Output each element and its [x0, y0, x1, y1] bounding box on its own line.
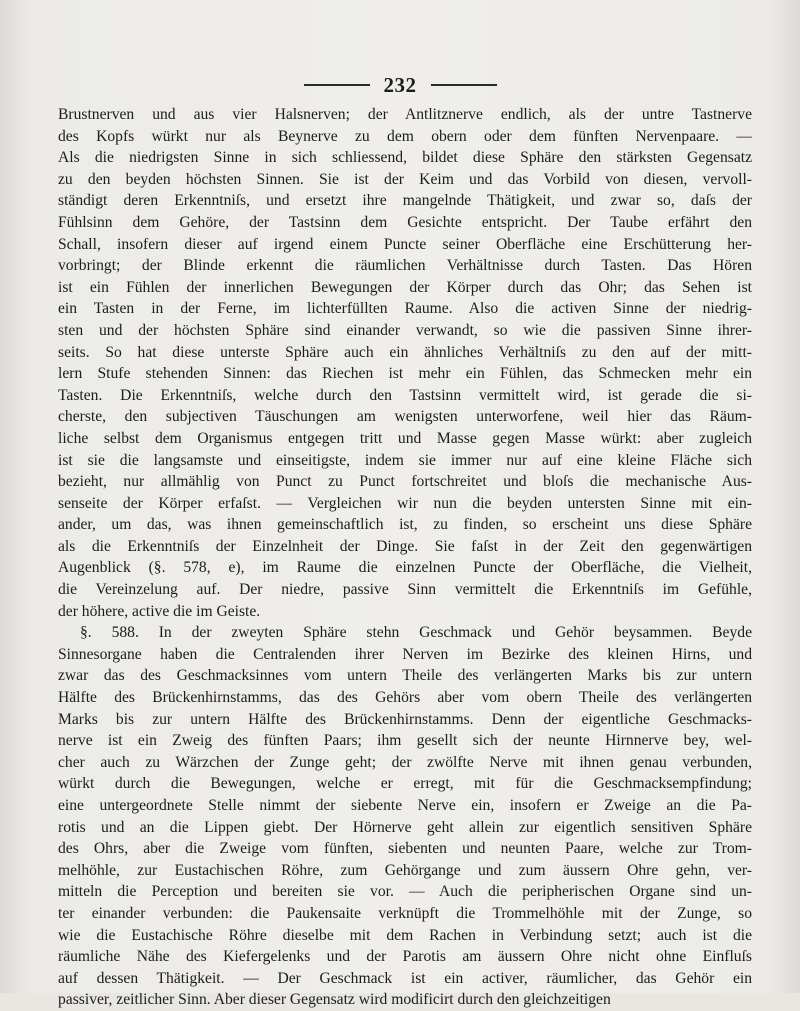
page-number: 232: [383, 72, 417, 97]
text-line: Als die niedrigsten Sinne in sich schliessend, bildet diese Sphäre den stärksten Gegensatz: [58, 149, 752, 167]
text-line: Hälfte des Brückenhirnstamms, das des Gehörs aber vom obern Theile des verlängerten: [58, 689, 752, 707]
text-line: cher auch zu Wärzchen der Zunge geht; der zwölfte Nerve mit ihnen genau verbunden,: [58, 753, 752, 771]
text-line: würkt durch die Bewegungen, welche er erregt, mit für die Geschmacksempfindung;: [58, 775, 752, 793]
body-text: [58, 104, 752, 1011]
text-line: Schall, insofern dieser auf irgend einem Puncte seiner Oberfläche eine Erschütterung her-: [58, 235, 752, 253]
text-line: mitteln die Perception und bereiten sie vor. — Auch die peripherischen Organe sind un-: [58, 883, 752, 901]
text-line: lern Stufe stehenden Sinnen: das Riechen ist mehr ein Fühlen, das Schmecken mehr ein: [58, 365, 752, 383]
text-line: räumliche Nähe des Kiefergelenks und der Parotis am äussern Ohre nicht ohne Einfluſs: [58, 948, 752, 966]
text-line: ter einander verbunden: die Paukensaite verknüpft die Trommelhöhle mit der Zunge, so: [58, 904, 752, 922]
text-line: nerve ist ein Zweig des fünften Paars; ihm gesellt sich der neunte Hirnnerve bey, wel-: [58, 732, 752, 750]
text-line: Fühlsinn dem Gehöre, der Tastsinn dem Gesichte entspricht. Der Taube erfährt den: [58, 213, 752, 231]
text-line: liche selbst dem Organismus entgegen tritt und Masse gegen Masse würkt: aber zugleich: [58, 429, 752, 447]
text-line: Brustnerven und aus vier Halsnerven; der Antlitznerve endlich, als der untre Tastnerve: [58, 106, 752, 123]
text-line: ein Tasten in der Ferne, im lichterfüllten Raume. Also die activen Sinne der niedrig-: [58, 300, 752, 318]
text-line: Augenblick (§. 578, e), im Raume die einzelnen Puncte der Oberfläche, die Vielheit,: [58, 559, 752, 577]
text-line: ist sie die langsamste und einseitigste, indem sie immer nur auf eine kleine Fläche sich: [58, 451, 752, 469]
text-line: Tasten. Die Erkenntniſs, welche durch den Tastsinn vermittelt wird, ist gerade die si-: [58, 386, 752, 404]
text-line: melhöhle, zur Eustachischen Röhre, zum Gehörgange und zum äussern Ohre gehn, ver-: [58, 861, 752, 879]
text-line: ander, um das, was ihnen gemeinschaftlich ist, zu finden, so erscheint uns diese Sphäre: [58, 516, 752, 534]
text-line: des Kopfs würkt nur als Beynerve zu dem obern oder dem fünften Nervenpaare. —: [58, 127, 752, 145]
text-line: Sinnesorgane haben die Centralenden ihrer Nerven im Bezirke des kleinen Hirns, und: [58, 645, 752, 663]
text-line: senseite der Körper erfaſst. — Vergleichen wir nun die beyden untersten Sinne mit ein-: [58, 494, 752, 512]
text-line: ständigt deren Erkenntniſs, und ersetzt ihre mangelnde Thätigkeit, und zwar so, daſs der: [58, 192, 752, 210]
text-line: der höhere, active die im Geiste.: [58, 602, 261, 620]
header-rule-left: [304, 84, 370, 86]
text-line: seits. So hat diese unterste Sphäre auch ein ähnliches Verhältniſs zu den auf der mitt-: [58, 343, 752, 361]
text-line: §. 588. In der zweyten Sphäre stehn Geschmack und Gehör beysammen. Beyde: [80, 624, 752, 642]
text-line: passiver, zeitlicher Sinn. Aber dieser Gegensatz wird modificirt durch den gleichzeitigen: [58, 991, 611, 1009]
text-line: eine untergeordnete Stelle nimmt der siebente Nerve ein, insofern er Zweige an die Pa-: [58, 797, 752, 814]
text-line: rotis und an die Lippen giebt. Der Hörnerve geht allein zur eigentlich sensitiven Sphäre: [58, 818, 752, 836]
text-line: zwar das des Geschmacksinnes vom untern Theile des verlängerten Marks bis zur untern: [58, 667, 752, 685]
text-line: sten und der höchsten Sphäre sind einander verwandt, so wie die passiven Sinne ihrer-: [58, 321, 752, 339]
text-line: vorbringt; der Blinde erkennt die räumlichen Verhältnisse durch Tasten. Das Hören: [58, 257, 752, 275]
text-line: auf dessen Thätigkeit. — Der Geschmack ist ein activer, räumlicher, das Gehör ein: [58, 969, 752, 987]
text-line: Marks bis zur untern Hälfte des Brückenhirnstamms. Denn der eigentliche Geschmacks-: [58, 710, 752, 728]
text-line: die Vereinzelung auf. Der niedre, passive Sinn vermittelt die Erkenntniſs im Gefühle,: [58, 581, 752, 599]
text-line: wie die Eustachische Röhre dieselbe mit dem Rachen in Verbindung setzt; auch ist die: [58, 926, 752, 944]
text-line: bezieht, nur allmählig von Punct zu Punct fortschreitet und bloſs die mechanische Aus-: [58, 473, 752, 491]
header-rule-right: [431, 84, 497, 86]
page-header: [0, 70, 800, 100]
text-line: cherste, den subjectiven Täuschungen am wenigsten unterworfene, weil hier das Räum-: [58, 408, 752, 426]
text-line: zu den beyden höchsten Sinnen. Sie ist der Keim und das Vorbild von diesen, vervoll-: [58, 170, 752, 188]
text-line: ist ein Fühlen der innerlichen Bewegungen der Körper durch das Ohr; das Sehen ist: [58, 278, 752, 296]
text-line: des Ohrs, aber die Zweige vom fünften, siebenten und neunten Paare, welche zur Trom-: [58, 840, 752, 858]
text-line: als die Erkenntniſs der Einzelnheit der Dinge. Sie faſst in der Zeit den gegenwärtigen: [58, 537, 752, 555]
